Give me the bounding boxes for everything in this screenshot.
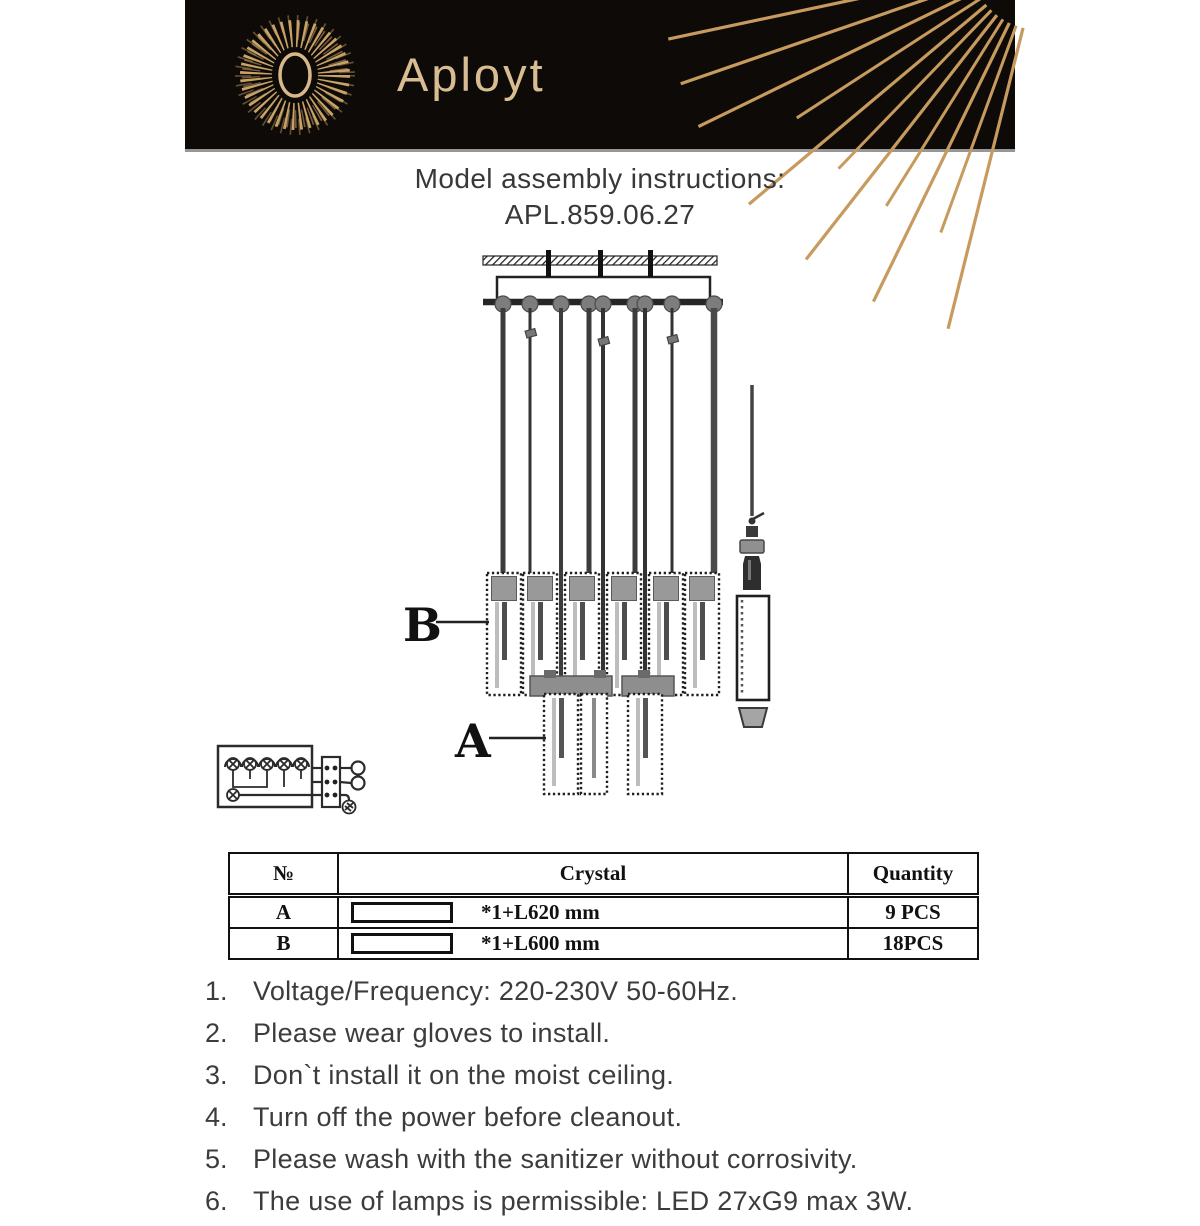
item-number: 3. bbox=[205, 1060, 228, 1090]
crystal-shape-icon bbox=[351, 933, 453, 954]
brand-banner bbox=[185, 0, 1015, 152]
ceiling-mount bbox=[483, 250, 723, 302]
row-no: A bbox=[229, 896, 338, 929]
list-item bbox=[205, 1100, 1030, 1135]
pendant-detail bbox=[737, 385, 769, 727]
crystal-shape-icon bbox=[351, 902, 453, 923]
item-text: The use of lamps is permissible: LED 27xG9 max 3W. bbox=[253, 1186, 914, 1216]
sunburst-logo-icon bbox=[225, 5, 365, 145]
row-crystal bbox=[338, 896, 848, 929]
crystal-group-a bbox=[530, 670, 674, 794]
item-text: Turn off the power before cleanout. bbox=[253, 1102, 683, 1132]
item-number: 2. bbox=[205, 1018, 228, 1048]
label-b bbox=[403, 598, 489, 652]
row-quantity: 18PCS bbox=[848, 928, 978, 959]
wiring-diagram bbox=[218, 746, 365, 814]
header-quantity: Quantity bbox=[848, 853, 978, 896]
item-text: Voltage/Frequency: 220-230V 50-60Hz. bbox=[253, 976, 739, 1006]
page-title: Model assembly instructions: bbox=[414, 163, 786, 194]
instructions-list bbox=[205, 974, 1030, 1226]
label-a-text: A bbox=[455, 714, 491, 768]
item-text: Don`t install it on the moist ceiling. bbox=[253, 1060, 675, 1090]
brand-wordmark: Aployt bbox=[397, 48, 546, 101]
parts-table bbox=[228, 852, 979, 960]
corner-rays-icon bbox=[715, 0, 1015, 149]
item-text: Please wear gloves to install. bbox=[253, 1018, 611, 1048]
list-item bbox=[205, 1184, 1030, 1219]
item-number: 4. bbox=[205, 1102, 228, 1132]
list-item bbox=[205, 1016, 1030, 1051]
list-item bbox=[205, 974, 1030, 1009]
header-no: № bbox=[229, 853, 338, 896]
table-header-row bbox=[229, 853, 978, 896]
item-number: 5. bbox=[205, 1144, 228, 1174]
row-no: B bbox=[229, 928, 338, 959]
item-number: 1. bbox=[205, 976, 228, 1006]
label-b-text: B bbox=[403, 598, 442, 652]
model-number: APL.859.06.27 bbox=[504, 199, 696, 230]
title-block bbox=[0, 161, 1200, 233]
item-number: 6. bbox=[205, 1186, 228, 1216]
row-crystal bbox=[338, 928, 848, 959]
list-item bbox=[205, 1142, 1030, 1177]
table-row bbox=[229, 928, 978, 959]
table-row bbox=[229, 896, 978, 929]
label-a bbox=[454, 714, 546, 768]
header-crystal: Crystal bbox=[338, 853, 848, 896]
assembly-diagram bbox=[200, 248, 800, 830]
crystal-spec: *1+L600 mm bbox=[481, 931, 600, 955]
item-text: Please wash with the sanitizer without corrosivity. bbox=[253, 1144, 858, 1174]
crystal-spec: *1+L620 mm bbox=[481, 900, 600, 924]
list-item bbox=[205, 1058, 1030, 1093]
row-quantity: 9 PCS bbox=[848, 896, 978, 929]
